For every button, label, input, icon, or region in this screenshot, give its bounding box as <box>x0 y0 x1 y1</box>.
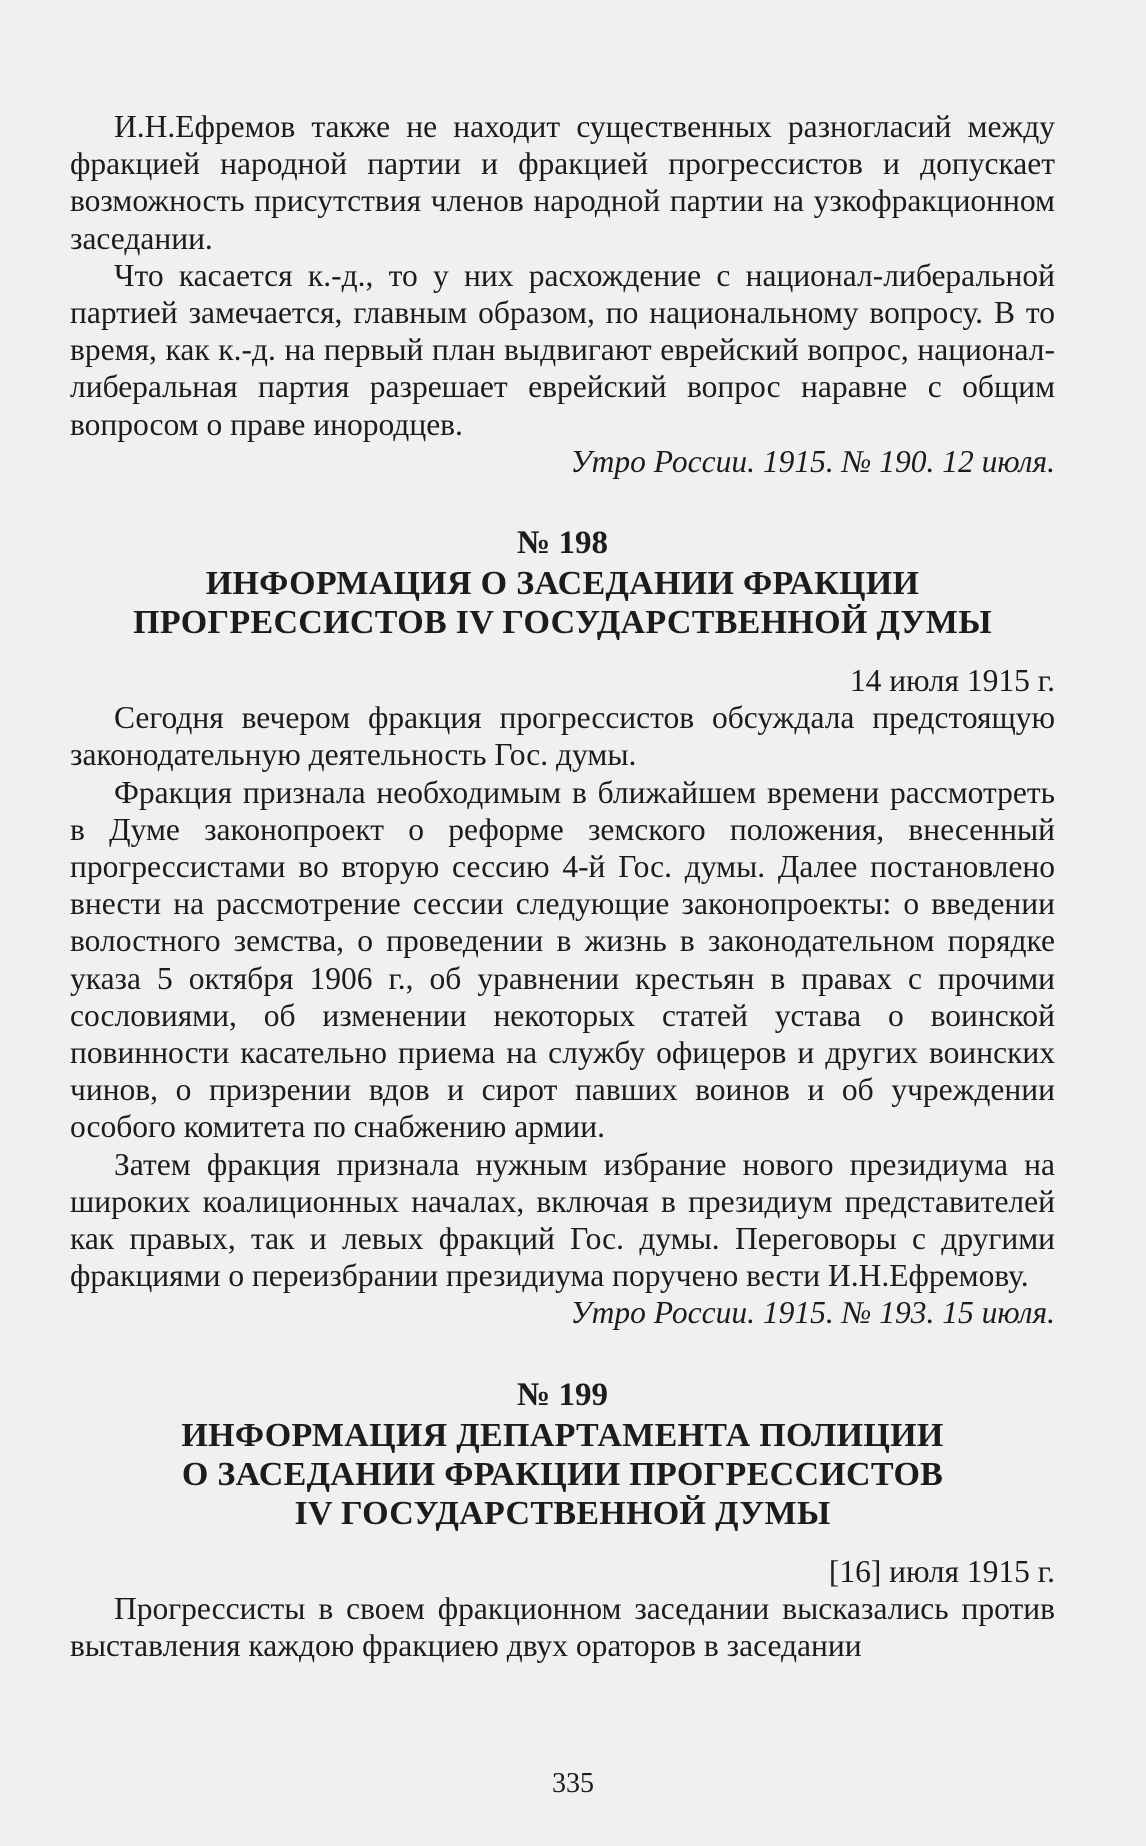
document-title-line: ПРОГРЕССИСТОВ IV ГОСУДАРСТВЕННОЙ ДУМЫ <box>133 604 992 642</box>
paragraph: Сегодня вечером фракция прогрессистов обсуждала предстоящую законодательную деятельность Гос. думы. <box>70 700 1055 773</box>
document-199 <box>70 1376 1055 1665</box>
document-title <box>70 1416 1055 1533</box>
source-citation: Утро России. 1915. № 190. 12 июля. <box>570 443 1055 479</box>
page-text <box>70 108 1055 1664</box>
document-title <box>70 564 1055 642</box>
document-date: 14 июля 1915 г. <box>849 663 1055 699</box>
source-citation: Утро России. 1915. № 193. 15 июля. <box>570 1295 1055 1331</box>
paragraph: И.Н.Ефремов также не находит существенных разногласий между фракцией народной партии и фракцией прогрессистов и допускает возможность присутствия членов народной партии на узкофракционном заседании. <box>70 109 1055 256</box>
document-title-line: ИНФОРМАЦИЯ ДЕПАРТАМЕНТА ПОЛИЦИИ <box>181 1416 944 1454</box>
paragraph: Фракция признала необходимым в ближайшем времени рассмотреть в Думе законопроект о реформе земского положения, внесенный прогрессистами во вторую сессию 4-й Гос. думы. Далее постановлено внести на рассмотрение сессии следующие законопроекты: о введении волостного земства, о проведении в жизнь в законодательном порядке указа 5 октября 1906 г., об уравнении крестьян в правах с прочими сословиями, об изменении некоторых статей устава о воинской повинности касательно приема на службу офицеров и других воинских чинов, о призрении вдов и сирот павших воинов и об учреждении особого комитета по снабжению армии. <box>70 774 1055 1145</box>
paragraph: Затем фракция признала нужным избрание нового президиума на широких коалиционных началах, включая в президиум представителей как правых, так и левых фракций Гос. думы. Переговоры с другими фракциями о переизбрании президиума поручено вести И.Н.Ефремову. <box>70 1146 1055 1294</box>
paragraph: Прогрессисты в своем фракционном заседании высказались против выставления каждою фракциею двух ораторов в заседании <box>70 1590 1055 1664</box>
document-number: № 199 <box>517 1376 608 1413</box>
document-date: [16] июля 1915 г. <box>828 1553 1055 1589</box>
document-198 <box>70 524 1055 1340</box>
paragraph: Что касается к.-д., то у них расхождение с национал-либеральной партией замечается, главным образом, по национальному вопросу. В то время, как к.-д. на первый план выдвигают еврейский вопрос, национал-либеральная партия разрешает еврейский вопрос наравне с общим вопросом о праве инородцев. <box>70 257 1055 442</box>
page-number: 335 <box>552 1768 594 1799</box>
document-title-line: ИНФОРМАЦИЯ О ЗАСЕДАНИИ ФРАКЦИИ <box>205 565 920 603</box>
document-number: № 198 <box>517 525 608 562</box>
document-title-line: О ЗАСЕДАНИИ ФРАКЦИИ ПРОГРЕССИСТОВ <box>181 1455 944 1493</box>
document-title-line: IV ГОСУДАРСТВЕННОЙ ДУМЫ <box>294 1494 831 1532</box>
